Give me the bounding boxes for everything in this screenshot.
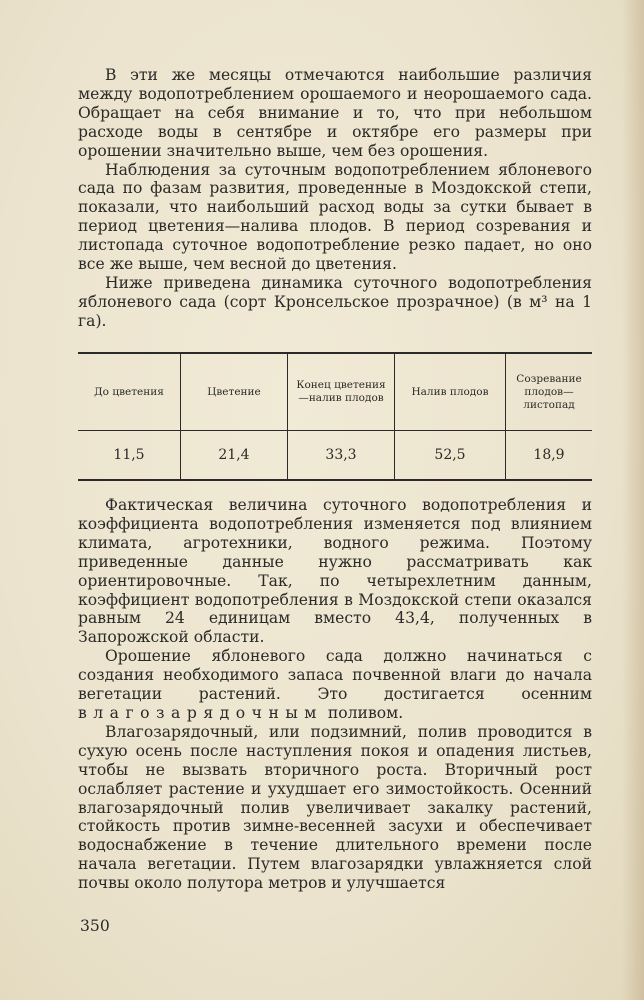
page-number: 350 — [80, 917, 110, 935]
paragraph-1: В эти же месяцы отмечаются наибольшие различия между водопотреблением орошаемого и неорошаемого сада. Обращает на себя внимание и то, что при небольшом расходе воды в сентябре и октябре его размеры при орошении значительно выше, чем без орошения. — [78, 66, 592, 160]
value-fruit-filling: 52,5 — [395, 431, 506, 481]
paragraph-3: Ниже приведена динамика суточного водопотребления яблоневого сада (сорт Кронсельское прозрачное) (в м³ на 1 га). — [78, 273, 592, 330]
paragraph-6: Влагозарядочный, или подзимний, полив проводится в сухую осень после наступления покоя и опадения листьев, чтобы не вызвать вторичного роста. Вторичный рост ослабляет растение и ухудшает его зимостойкость. Осенний влагозарядочный полив увеличивает закалку растений, стойкость против зимне-весенней засухи и обеспечивает водоснабжение в течение длительного времени после начала вегетации. Путем влагозарядки увлажняется слой почвы около полутора метров и улучшается — [78, 722, 592, 893]
header-ripening-leaf-fall: Созревание плодов—листопад — [506, 353, 593, 431]
header-end-flowering-fruit-filling: Конец цветения—налив плодов — [288, 353, 395, 431]
page-edge-shadow — [622, 0, 644, 1000]
water-consumption-table — [78, 352, 592, 481]
text-block-top — [78, 66, 592, 331]
paragraph-5 — [78, 647, 592, 723]
value-before-flowering: 11,5 — [78, 431, 181, 481]
paragraph-5-text-start: Орошение яблоневого сада должно начинаться с создания необходимого запаса почвенной влаги до начала вегетации растений. Это достигается осенним — [78, 647, 592, 704]
value-end-flowering-fruit-filling: 33,3 — [288, 431, 395, 481]
paragraph-2: Наблюдения за суточным водопотреблением яблоневого сада по фазам развития, проведенные в Моздокской степи, показали, что наибольший расход воды за сутки бывает в период цветения—налива плодов. В период созревания и листопада суточное водопотребление резко падает, но оно все же выше, чем весной до цветения. — [78, 160, 592, 274]
header-fruit-filling: Налив плодов — [395, 353, 506, 431]
paragraph-4: Фактическая величина суточного водопотребления и коэффициента водопотребления изменяется под влиянием климата, агротехники, водного режима. Поэтому приведенные данные нужно рассматривать как ориентировочные. Так, по четырехлетним данным, коэффициент водопотребления в Моздокской степи оказался равным 24 единицам вместо 43,4, полученных в Запорожской области. — [78, 496, 592, 647]
table-row — [78, 431, 592, 481]
table-header-row — [78, 353, 592, 431]
value-flowering: 21,4 — [181, 431, 288, 481]
header-flowering: Цветение — [181, 353, 288, 431]
paragraph-5-text-end: поливом. — [322, 703, 404, 722]
header-before-flowering: До цветения — [78, 353, 181, 431]
value-ripening-leaf-fall: 18,9 — [506, 431, 593, 481]
emphasized-term: влагозарядочным — [78, 703, 323, 722]
text-block-bottom — [78, 496, 592, 893]
